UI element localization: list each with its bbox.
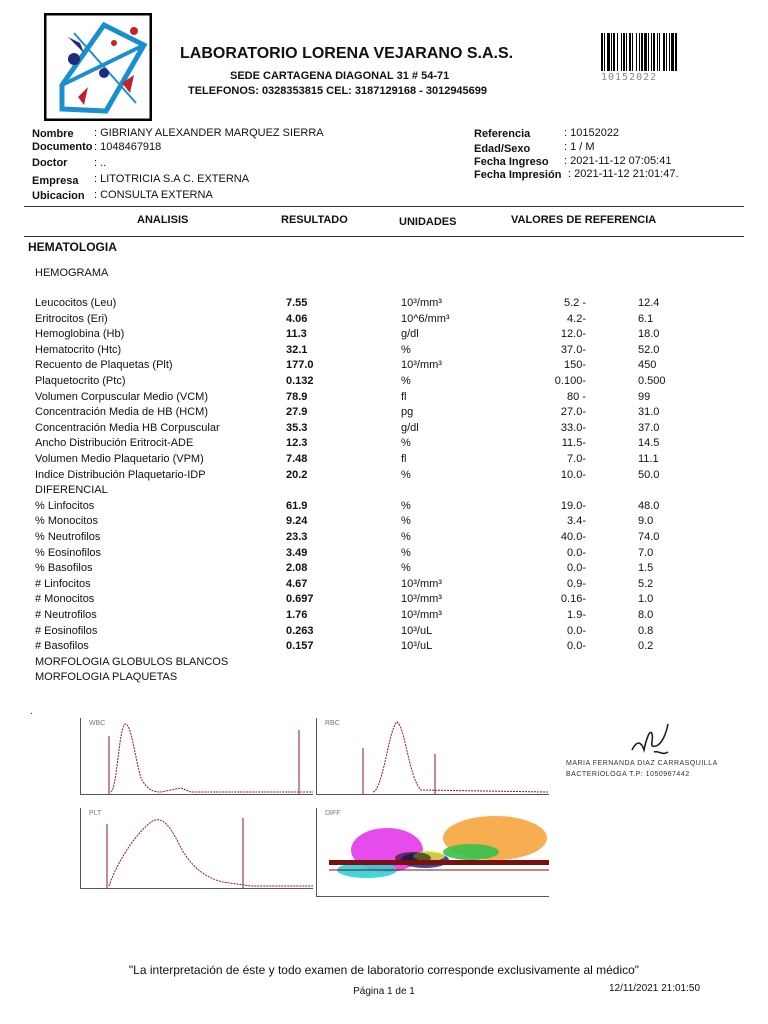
analyte-name: % Neutrofilos	[35, 531, 101, 543]
plt-curve	[81, 808, 313, 888]
reference-high: 99	[638, 390, 651, 403]
page-number: Página 1 de 1	[353, 986, 415, 997]
laboratory-logo	[44, 13, 152, 121]
reference-high: 450	[638, 359, 657, 372]
reference-low: 33.0-	[560, 421, 586, 434]
result-value: 0.132	[286, 375, 314, 387]
reference-low: 0.100-	[554, 375, 586, 387]
header-rule-top	[24, 206, 744, 207]
result-value: 32.1	[286, 343, 308, 356]
label-doctor: Doctor	[32, 157, 68, 169]
result-unit: 10^6/mm³	[401, 312, 450, 325]
analyte-name: DIFERENCIAL	[35, 484, 108, 497]
result-value: 7.55	[286, 297, 308, 309]
result-row	[0, 344, 768, 359]
plt-histogram	[80, 808, 313, 889]
result-unit: %	[401, 562, 411, 575]
reference-low: 27.0-	[560, 406, 586, 419]
reference-low: 0.0-	[567, 546, 586, 559]
lab-sede: SEDE CARTAGENA DIAGONAL 31 # 54-71	[230, 70, 450, 82]
analyte-name: # Linfocitos	[35, 577, 91, 590]
label-nombre: Nombre	[32, 128, 74, 140]
signature-scribble	[628, 720, 672, 763]
value-doctor: : ..	[94, 157, 107, 169]
result-unit: 10³/mm³	[401, 609, 442, 621]
signature-name: MARIA FERNANDA DIAZ CARRASQUILLA	[566, 760, 718, 767]
reference-high: 6.1	[638, 312, 654, 325]
label-empresa: Empresa	[32, 175, 79, 187]
analyte-name: Ancho Distribución Eritrocit-ADE	[35, 437, 194, 450]
result-value: 0.157	[286, 640, 314, 653]
reference-low: 0.0-	[567, 562, 586, 575]
result-row	[0, 437, 768, 452]
result-row	[0, 328, 768, 343]
wbc-histogram	[80, 718, 313, 795]
label-fecha-ingreso: Fecha Ingreso	[474, 156, 549, 168]
col-header-resultado: RESULTADO	[281, 214, 348, 226]
rbc-curve	[317, 718, 549, 794]
analyte-name: % Linfocitos	[35, 499, 95, 512]
footer-disclaimer: "La interpretación de éste y todo examen de laboratorio corresponde exclusivamente al médico"	[128, 963, 640, 977]
reference-low: 3.4-	[567, 515, 586, 528]
reference-low: 5.2 -	[563, 297, 586, 309]
result-row	[0, 562, 768, 577]
analyte-name: Leucocitos (Leu)	[35, 297, 117, 309]
result-unit: %	[401, 515, 411, 528]
result-value: 78.9	[286, 390, 308, 403]
reference-low: 0.0-	[567, 640, 586, 653]
result-unit: g/dl	[401, 421, 419, 434]
result-row	[0, 313, 768, 328]
result-row	[0, 593, 768, 608]
lab-name: LABORATORIO LORENA VEJARANO S.A.S.	[180, 45, 514, 62]
analyte-name: Volumen Medio Plaquetario (VPM)	[35, 453, 204, 465]
analyte-name: MORFOLOGIA GLOBULOS BLANCOS	[35, 655, 229, 668]
result-unit: %	[401, 343, 411, 356]
result-value: 4.67	[286, 577, 308, 590]
reference-high: 11.1	[638, 453, 659, 465]
result-value: 1.76	[286, 609, 308, 621]
reference-high: 7.0	[638, 546, 654, 559]
reference-high: 50.0	[638, 468, 660, 481]
label-referencia: Referencia	[474, 128, 531, 140]
result-row	[0, 656, 768, 671]
result-value: 3.49	[286, 546, 308, 559]
result-row	[0, 484, 768, 499]
reference-low: 7.0-	[567, 453, 586, 465]
result-row	[0, 578, 768, 593]
result-row	[0, 297, 768, 312]
label-ubicacion: Ubicacion	[32, 190, 85, 202]
reference-high: 5.2	[638, 577, 654, 590]
rbc-label: RBC	[325, 720, 340, 727]
signature-registry: BACTERIOLOGA T.P: 1050967442	[566, 771, 690, 778]
wbc-curve	[81, 718, 313, 794]
result-unit: %	[401, 546, 411, 559]
analyte-name: Concentración Media HB Corpuscular	[35, 421, 220, 434]
analyte-name: # Neutrofilos	[35, 609, 97, 621]
label-documento: Documento	[32, 141, 93, 153]
result-value: 20.2	[286, 468, 308, 481]
reference-high: 18.0	[638, 328, 660, 341]
result-row	[0, 406, 768, 421]
reference-high: 0.8	[638, 624, 654, 637]
result-unit: %	[401, 468, 411, 481]
reference-high: 12.4	[638, 297, 660, 309]
barcode	[601, 33, 719, 71]
reference-low: 11.5-	[561, 437, 586, 450]
reference-low: 4.2-	[567, 312, 586, 325]
value-referencia: : 10152022	[564, 127, 620, 139]
value-ubicacion: : CONSULTA EXTERNA	[94, 189, 213, 201]
rbc-histogram	[316, 718, 549, 795]
label-edad-sexo: Edad/Sexo	[474, 143, 531, 155]
diff-label: DIFF	[325, 810, 341, 817]
analyte-name: Recuento de Plaquetas (Plt)	[35, 359, 173, 372]
analyte-name: Plaquetocrito (Ptc)	[35, 375, 126, 387]
reference-high: 37.0	[638, 421, 660, 434]
result-value: 7.48	[286, 453, 308, 465]
reference-low: 150-	[563, 359, 586, 372]
result-unit: g/dl	[401, 328, 419, 341]
value-fecha-ingreso: : 2021-11-12 07:05:41	[564, 155, 672, 167]
reference-low: 37.0-	[560, 343, 586, 356]
result-unit: %	[401, 531, 411, 543]
result-unit: 10³/uL	[401, 640, 433, 653]
result-unit: %	[401, 375, 411, 387]
section-hematologia: HEMATOLOGIA	[28, 240, 117, 254]
value-documento: : 1048467918	[94, 141, 162, 153]
result-unit: pg	[401, 406, 414, 419]
result-unit: 10³/mm³	[401, 297, 442, 309]
result-value: 23.3	[286, 531, 308, 543]
result-value: 0.697	[286, 593, 314, 606]
reference-high: 74.0	[638, 531, 660, 543]
analyte-name: # Basofilos	[35, 640, 89, 653]
result-unit: 10³/mm³	[401, 577, 442, 590]
result-row	[0, 547, 768, 562]
reference-low: 10.0-	[560, 468, 586, 481]
reference-low: 19.0-	[560, 499, 586, 512]
print-timestamp: 12/11/2021 21:01:50	[609, 983, 701, 994]
reference-low: 80 -	[567, 390, 586, 403]
value-empresa: : LITOTRICIA S.A C. EXTERNA	[94, 173, 250, 185]
result-row	[0, 531, 768, 546]
reference-low: 0.9-	[567, 577, 586, 590]
reference-high: 1.5	[638, 562, 654, 575]
result-row	[0, 609, 768, 624]
reference-high: 14.5	[638, 437, 660, 450]
plt-label: PLT	[89, 810, 102, 817]
value-nombre: : GIBRIANY ALEXANDER MARQUEZ SIERRA	[94, 127, 324, 139]
result-unit: 10³/mm³	[401, 359, 442, 372]
header-rule-bottom	[24, 236, 744, 237]
result-row	[0, 640, 768, 655]
reference-low: 40.0-	[560, 531, 586, 543]
diff-scatter	[317, 808, 549, 896]
wbc-label: WBC	[89, 720, 106, 727]
reference-high: 52.0	[638, 343, 660, 356]
value-fecha-impresion: : 2021-11-12 21:01:47.	[568, 168, 679, 180]
result-row	[0, 671, 768, 686]
result-value: 27.9	[286, 406, 308, 419]
result-row	[0, 625, 768, 640]
result-value: 61.9	[286, 499, 308, 512]
lab-phones: TELEFONOS: 0328353815 CEL: 3187129168 - 3012945699	[188, 85, 488, 97]
col-header-unidades: UNIDADES	[399, 216, 457, 228]
reference-low: 0.16-	[560, 593, 586, 606]
analyte-name: MORFOLOGIA PLAQUETAS	[35, 671, 178, 684]
analyte-name: Eritrocitos (Eri)	[35, 312, 108, 325]
value-edad-sexo: : 1 / M	[564, 141, 595, 153]
reference-low: 12.0-	[560, 328, 586, 341]
reference-high: 8.0	[638, 609, 654, 621]
result-unit: %	[401, 437, 411, 450]
result-unit: 10³/uL	[401, 624, 433, 637]
result-row	[0, 453, 768, 468]
analyte-name: % Monocitos	[35, 515, 98, 528]
reference-high: 1.0	[638, 593, 654, 606]
reference-low: 1.9-	[567, 609, 586, 621]
result-row	[0, 359, 768, 374]
result-value: 4.06	[286, 312, 308, 325]
result-value: 9.24	[286, 515, 308, 528]
result-value: 11.3	[286, 328, 307, 341]
result-unit: %	[401, 499, 411, 512]
result-value: 177.0	[286, 359, 314, 372]
result-unit: 10³/mm³	[401, 593, 442, 606]
analyte-name: Hemoglobina (Hb)	[35, 328, 125, 341]
analyte-name: Concentración Media de HB (HCM)	[35, 406, 209, 419]
result-row	[0, 469, 768, 484]
label-fecha-impresion: Fecha Impresión	[474, 169, 562, 181]
result-unit: fl	[401, 390, 407, 403]
analyte-name: # Eosinofilos	[35, 624, 98, 637]
result-row	[0, 500, 768, 515]
subsection-hemograma: HEMOGRAMA	[35, 267, 109, 279]
analyte-name: Indice Distribución Plaquetario-IDP	[35, 468, 206, 481]
analyte-name: # Monocitos	[35, 593, 95, 606]
reference-high: 9.0	[638, 515, 654, 528]
reference-high: 31.0	[638, 406, 660, 419]
result-row	[0, 515, 768, 530]
result-value: 35.3	[286, 421, 308, 434]
reference-high: 48.0	[638, 499, 660, 512]
reference-high: 0.500	[638, 375, 666, 387]
result-value: 12.3	[286, 437, 308, 450]
result-value: 0.263	[286, 624, 314, 637]
result-row	[0, 391, 768, 406]
diff-scattergram	[316, 808, 549, 897]
reference-high: 0.2	[638, 640, 654, 653]
analyte-name: Hematocrito (Htc)	[35, 343, 122, 356]
result-value: 2.08	[286, 562, 308, 575]
dot-mark: .	[30, 706, 33, 717]
result-unit: fl	[401, 453, 407, 465]
analyte-name: Volumen Corpuscular Medio (VCM)	[35, 390, 209, 403]
reference-low: 0.0-	[567, 624, 586, 637]
analyte-name: % Basofilos	[35, 562, 93, 575]
result-row	[0, 375, 768, 390]
result-row	[0, 422, 768, 437]
col-header-analisis: ANALISIS	[137, 214, 189, 226]
barcode-number: 10152022	[601, 72, 658, 83]
analyte-name: % Eosinofilos	[35, 546, 102, 559]
col-header-valores: VALORES DE REFERENCIA	[511, 214, 657, 226]
